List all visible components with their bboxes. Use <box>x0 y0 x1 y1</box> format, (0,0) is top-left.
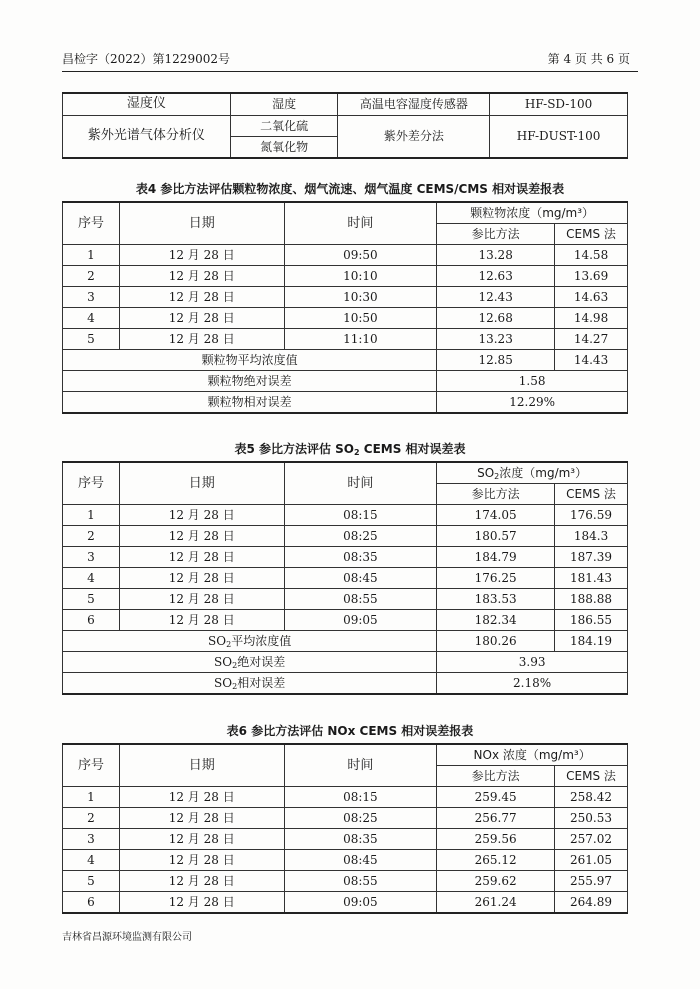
table-row <box>63 266 628 287</box>
col-date: 日期 <box>119 462 284 505</box>
instrument-param: 二氧化硫 <box>230 115 338 136</box>
cell-cems: 264.89 <box>555 892 628 914</box>
table4 <box>62 201 628 414</box>
label-text: SO <box>214 655 233 669</box>
cell-ref: 174.05 <box>437 505 555 526</box>
avg-label <box>63 631 437 652</box>
cell-cems: 255.97 <box>555 871 628 892</box>
col-ref: 参比方法 <box>437 224 555 245</box>
col-time: 时间 <box>284 202 437 245</box>
table-row <box>63 892 628 914</box>
cell-date: 12 月 28 日 <box>119 892 284 914</box>
col-group <box>437 462 628 484</box>
cell-time: 08:55 <box>284 871 437 892</box>
cell-date: 12 月 28 日 <box>119 787 284 808</box>
cell-cems: 188.88 <box>555 589 628 610</box>
cell-ref: 13.28 <box>437 245 555 266</box>
table4-body <box>63 245 628 350</box>
table6-caption: 表6 参比方法评估 NOx CEMS 相对误差报表 <box>226 724 474 738</box>
cell-ref: 184.79 <box>437 547 555 568</box>
table-row <box>63 589 628 610</box>
cell-cems: 187.39 <box>555 547 628 568</box>
group-text: 浓度（mg/m³） <box>499 466 588 480</box>
cell-date: 12 月 28 日 <box>119 266 284 287</box>
cell-date: 12 月 28 日 <box>119 589 284 610</box>
cell-date: 12 月 28 日 <box>119 526 284 547</box>
cell-time: 08:15 <box>284 505 437 526</box>
cell-seq: 3 <box>63 287 120 308</box>
cell-cems: 181.43 <box>555 568 628 589</box>
col-cems: CEMS 法 <box>555 484 628 505</box>
col-cems: CEMS 法 <box>555 766 628 787</box>
table-row <box>63 287 628 308</box>
cell-time: 08:25 <box>284 808 437 829</box>
cell-ref: 180.57 <box>437 526 555 547</box>
cell-seq: 2 <box>63 808 120 829</box>
col-group: NOx 浓度（mg/m³） <box>437 744 628 766</box>
avg-ref: 12.85 <box>437 350 555 371</box>
table-row <box>63 547 628 568</box>
cell-ref: 12.68 <box>437 308 555 329</box>
cell-cems: 186.55 <box>555 610 628 631</box>
cell-ref: 182.34 <box>437 610 555 631</box>
avg-cems: 184.19 <box>555 631 628 652</box>
col-ref: 参比方法 <box>437 766 555 787</box>
cell-ref: 261.24 <box>437 892 555 914</box>
instrument-model: HF-DUST-100 <box>490 115 628 158</box>
col-time: 时间 <box>284 744 437 787</box>
avg-ref: 180.26 <box>437 631 555 652</box>
cell-time: 09:05 <box>284 610 437 631</box>
cell-time: 08:35 <box>284 829 437 850</box>
cell-ref: 259.45 <box>437 787 555 808</box>
instrument-method: 紫外差分法 <box>338 115 490 158</box>
cell-seq: 2 <box>63 266 120 287</box>
col-seq: 序号 <box>63 462 120 505</box>
label-text: SO <box>214 676 233 690</box>
table6-body <box>63 787 628 914</box>
cell-time: 08:35 <box>284 547 437 568</box>
cell-time: 10:30 <box>284 287 437 308</box>
instruments-table <box>62 92 628 159</box>
cell-ref: 265.12 <box>437 850 555 871</box>
cell-time: 08:45 <box>284 850 437 871</box>
cell-cems: 257.02 <box>555 829 628 850</box>
col-group: 颗粒物浓度（mg/m³） <box>437 202 628 224</box>
table-row <box>63 245 628 266</box>
cell-time: 08:15 <box>284 787 437 808</box>
instrument-param: 湿度 <box>230 93 338 115</box>
header-rule <box>62 71 638 72</box>
table-row <box>63 829 628 850</box>
cell-cems: 258.42 <box>555 787 628 808</box>
cell-date: 12 月 28 日 <box>119 871 284 892</box>
avg-cems: 14.43 <box>555 350 628 371</box>
cell-date: 12 月 28 日 <box>119 505 284 526</box>
cell-date: 12 月 28 日 <box>119 610 284 631</box>
table-row <box>63 568 628 589</box>
cell-ref: 176.25 <box>437 568 555 589</box>
cell-cems: 184.3 <box>555 526 628 547</box>
cell-ref: 12.43 <box>437 287 555 308</box>
cell-time: 09:50 <box>284 245 437 266</box>
cell-date: 12 月 28 日 <box>119 808 284 829</box>
cell-date: 12 月 28 日 <box>119 829 284 850</box>
table-row <box>63 526 628 547</box>
table-row <box>63 610 628 631</box>
caption-text: 表5 参比方法评估 SO <box>234 442 355 456</box>
cell-cems: 14.63 <box>555 287 628 308</box>
cell-seq: 1 <box>63 505 120 526</box>
cell-ref: 13.23 <box>437 329 555 350</box>
col-date: 日期 <box>119 202 284 245</box>
col-seq: 序号 <box>63 202 120 245</box>
cell-seq: 3 <box>63 547 120 568</box>
cell-seq: 3 <box>63 829 120 850</box>
label-text: 绝对误差 <box>237 655 286 669</box>
group-text: SO <box>477 466 495 480</box>
table6 <box>62 743 628 914</box>
label-text: SO <box>208 634 227 648</box>
cell-cems: 176.59 <box>555 505 628 526</box>
cell-seq: 5 <box>63 589 120 610</box>
cell-ref: 256.77 <box>437 808 555 829</box>
cell-time: 10:50 <box>284 308 437 329</box>
table-row <box>63 505 628 526</box>
cell-time: 11:10 <box>284 329 437 350</box>
avg-label: 颗粒物平均浓度值 <box>63 350 437 371</box>
cell-cems: 250.53 <box>555 808 628 829</box>
cell-seq: 1 <box>63 245 120 266</box>
table-row <box>63 871 628 892</box>
subscript: 2 <box>232 661 238 670</box>
cell-time: 08:45 <box>284 568 437 589</box>
cell-date: 12 月 28 日 <box>119 568 284 589</box>
abs-error-label <box>63 652 437 673</box>
col-cems: CEMS 法 <box>555 224 628 245</box>
cell-time: 09:05 <box>284 892 437 914</box>
cell-seq: 6 <box>63 892 120 914</box>
cell-seq: 2 <box>63 526 120 547</box>
cell-date: 12 月 28 日 <box>119 287 284 308</box>
subscript: 2 <box>226 640 232 649</box>
cell-date: 12 月 28 日 <box>119 850 284 871</box>
instrument-name: 湿度仪 <box>63 93 231 115</box>
table-row <box>63 308 628 329</box>
cell-seq: 5 <box>63 329 120 350</box>
instrument-name: 紫外光谱气体分析仪 <box>63 115 231 158</box>
col-ref: 参比方法 <box>437 484 555 505</box>
cell-time: 10:10 <box>284 266 437 287</box>
subscript: 2 <box>232 682 238 691</box>
cell-date: 12 月 28 日 <box>119 329 284 350</box>
cell-cems: 261.05 <box>555 850 628 871</box>
document-number: 昌检字（2022）第1229002号 <box>62 52 230 66</box>
cell-seq: 1 <box>63 787 120 808</box>
table4-caption: 表4 参比方法评估颗粒物浓度、烟气流速、烟气温度 CEMS/CMS 相对误差报表 <box>135 182 565 196</box>
col-seq: 序号 <box>63 744 120 787</box>
table5-caption <box>0 440 700 457</box>
cell-cems: 13.69 <box>555 266 628 287</box>
instrument-method: 高温电容湿度传感器 <box>338 93 490 115</box>
caption-text: CEMS 相对误差表 <box>359 442 466 456</box>
cell-ref: 259.62 <box>437 871 555 892</box>
cell-seq: 4 <box>63 308 120 329</box>
col-time: 时间 <box>284 462 437 505</box>
cell-seq: 4 <box>63 850 120 871</box>
subscript: 2 <box>354 448 360 457</box>
rel-error-value: 12.29% <box>437 392 628 414</box>
table5 <box>62 461 628 695</box>
label-text: 平均浓度值 <box>231 634 292 648</box>
cell-time: 08:25 <box>284 526 437 547</box>
cell-cems: 14.98 <box>555 308 628 329</box>
cell-ref: 12.63 <box>437 266 555 287</box>
table-row <box>63 808 628 829</box>
table-row <box>63 850 628 871</box>
cell-date: 12 月 28 日 <box>119 245 284 266</box>
instrument-model: HF-SD-100 <box>490 93 628 115</box>
rel-error-label <box>63 673 437 695</box>
cell-seq: 4 <box>63 568 120 589</box>
cell-date: 12 月 28 日 <box>119 308 284 329</box>
col-date: 日期 <box>119 744 284 787</box>
cell-ref: 183.53 <box>437 589 555 610</box>
abs-error-value: 3.93 <box>437 652 628 673</box>
cell-time: 08:55 <box>284 589 437 610</box>
rel-error-label: 颗粒物相对误差 <box>63 392 437 414</box>
cell-ref: 259.56 <box>437 829 555 850</box>
cell-seq: 5 <box>63 871 120 892</box>
rel-error-value: 2.18% <box>437 673 628 695</box>
subscript: 2 <box>494 472 500 481</box>
abs-error-label: 颗粒物绝对误差 <box>63 371 437 392</box>
label-text: 相对误差 <box>237 676 286 690</box>
table-row <box>63 787 628 808</box>
instrument-param: 氮氧化物 <box>230 136 338 158</box>
cell-cems: 14.58 <box>555 245 628 266</box>
cell-seq: 6 <box>63 610 120 631</box>
page-info: 第 4 页 共 6 页 <box>547 52 630 66</box>
abs-error-value: 1.58 <box>437 371 628 392</box>
company-footer: 吉林省昌源环境监测有限公司 <box>62 932 192 943</box>
cell-cems: 14.27 <box>555 329 628 350</box>
cell-date: 12 月 28 日 <box>119 547 284 568</box>
table-row <box>63 329 628 350</box>
table5-body <box>63 505 628 631</box>
